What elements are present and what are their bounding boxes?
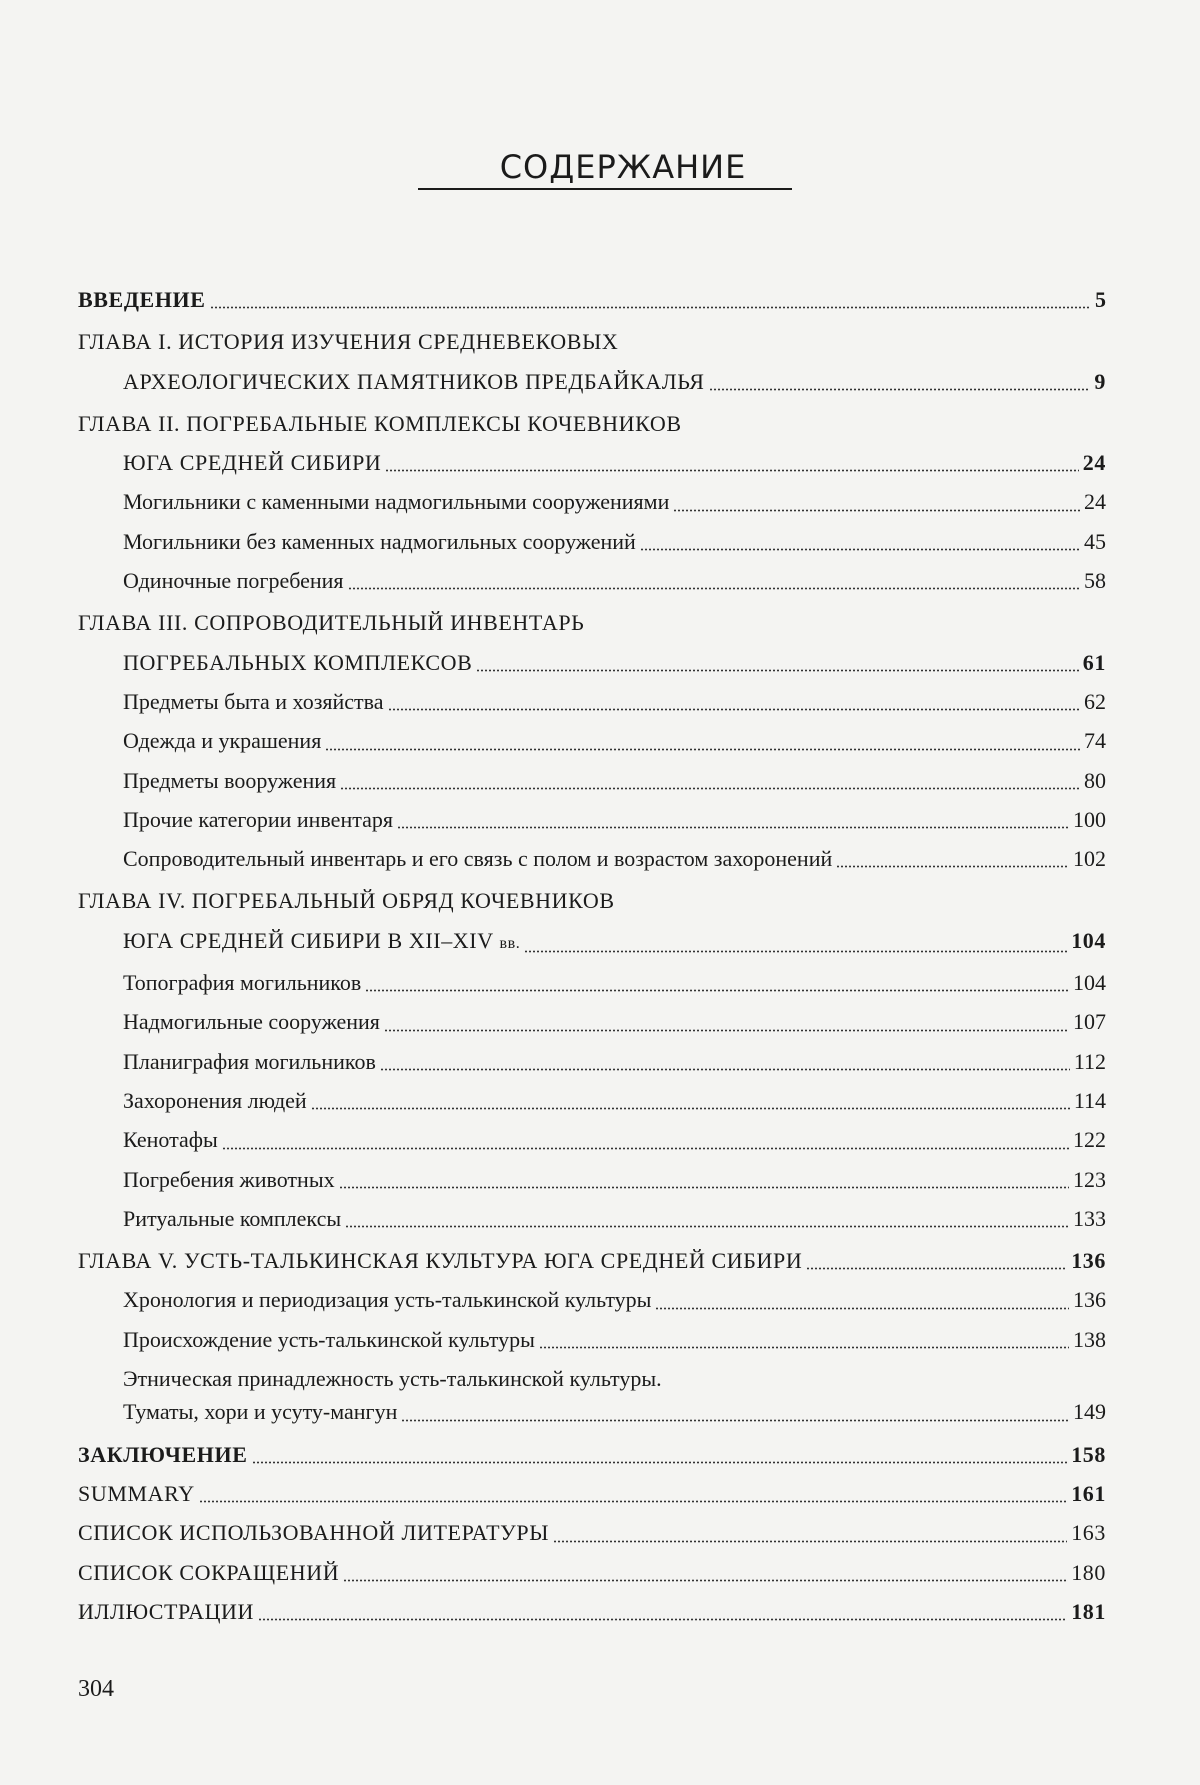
toc-entry-label: Погребения животных	[123, 1166, 335, 1192]
toc-chapter-5[interactable]	[78, 1241, 1106, 1280]
page-title: СОДЕРЖАНИЕ	[418, 148, 793, 190]
toc-entry-label: Туматы, хори и усуту-мангун	[123, 1399, 398, 1425]
toc-entry-page: 122	[1073, 1127, 1106, 1153]
dot-leader	[345, 1225, 1069, 1228]
toc-entry-page: 58	[1084, 568, 1106, 594]
toc-entry-label: Надмогильные сооружения	[123, 1009, 380, 1035]
dot-leader	[222, 1147, 1069, 1150]
toc-chapter-3-line1[interactable]	[78, 603, 1106, 642]
dot-leader	[365, 989, 1069, 992]
dot-leader	[401, 1419, 1069, 1422]
dot-leader	[673, 509, 1080, 512]
toc-entry-label: Прочие категории инвентаря	[123, 806, 393, 832]
dot-leader	[348, 587, 1080, 590]
dot-leader	[340, 787, 1080, 790]
toc-entry-label: Ритуальные комплексы	[123, 1205, 342, 1231]
toc-entry-label: ВВЕДЕНИЕ	[78, 287, 206, 312]
toc-entry-bibliography[interactable]	[78, 1513, 1106, 1552]
dot-leader	[397, 826, 1069, 829]
dot-leader	[553, 1540, 1067, 1543]
toc-entry-page: 5	[1095, 287, 1106, 312]
dot-leader	[380, 1068, 1070, 1071]
toc-entry-page: 107	[1073, 1009, 1106, 1035]
dot-leader	[806, 1267, 1067, 1270]
toc-entry-page: 24	[1082, 450, 1106, 476]
toc-subsection[interactable]	[78, 1120, 1106, 1159]
toc-entry-label: Предметы вооружения	[123, 767, 337, 793]
toc-subsection[interactable]	[78, 800, 1106, 839]
toc-entry-summary[interactable]	[78, 1474, 1106, 1513]
dot-leader	[388, 708, 1080, 711]
toc-entry-label: Могильники без каменных надмогильных сооружений	[123, 528, 636, 554]
toc-subsection[interactable]	[78, 721, 1106, 760]
toc-entry-label: Хронология и периодизация усть-талькинской культуры	[123, 1287, 652, 1313]
toc-entry-page: 158	[1071, 1441, 1106, 1467]
toc-entry-label: АРХЕОЛОГИЧЕСКИХ ПАМЯТНИКОВ ПРЕДБАЙКАЛЬЯ	[123, 368, 705, 394]
toc-entry-label: ЗАКЛЮЧЕНИЕ	[78, 1441, 248, 1467]
toc-entry-label: Планиграфия могильников	[123, 1048, 376, 1074]
toc-entry-label: Кенотафы	[123, 1127, 218, 1153]
toc-subsection[interactable]	[78, 522, 1106, 561]
toc-entry-label: Одиночные погребения	[123, 568, 344, 594]
toc-subsection[interactable]	[78, 1002, 1106, 1041]
toc-chapter-4-line1[interactable]	[78, 881, 1106, 920]
toc-entry-label: СПИСОК ИСПОЛЬЗОВАННОЙ ЛИТЕРАТУРЫ	[78, 1520, 549, 1546]
dot-leader	[210, 306, 1091, 309]
toc-entry-label: ИЛЛЮСТРАЦИИ	[78, 1598, 255, 1624]
dot-leader	[385, 469, 1078, 472]
toc-entry-label: SUMMARY	[78, 1480, 195, 1506]
toc-entry-page: 80	[1084, 767, 1106, 793]
toc-entry-page: 112	[1073, 1048, 1106, 1074]
dot-leader	[836, 865, 1069, 868]
toc-entry-page: 62	[1084, 688, 1106, 714]
toc-subsection[interactable]	[78, 561, 1106, 600]
dot-leader	[476, 669, 1078, 672]
toc-entry-page: 180	[1071, 1559, 1106, 1585]
dot-leader	[709, 388, 1091, 391]
toc-entry-label: ГЛАВА V. УСТЬ-ТАЛЬКИНСКАЯ КУЛЬТУРА ЮГА СРЕДНЕЙ СИБИРИ	[78, 1248, 803, 1274]
toc-entry-label: Происхождение усть-талькинской культуры	[123, 1326, 535, 1352]
dot-leader	[655, 1307, 1069, 1310]
toc-entry-page: 74	[1084, 728, 1106, 754]
toc-entry-page: 9	[1094, 368, 1106, 394]
toc-entry-page: 61	[1082, 649, 1106, 675]
dot-leader	[258, 1618, 1067, 1621]
toc-entry-page: 45	[1084, 528, 1106, 554]
toc-entry-label-main: ЮГА СРЕДНЕЙ СИБИРИ В XII–XIV	[123, 927, 494, 953]
toc-entry-label: СПИСОК СОКРАЩЕНИЙ	[78, 1559, 340, 1585]
toc-subsection[interactable]	[78, 1160, 1106, 1199]
toc-entry-label: Могильники с каменными надмогильными сооружениями	[123, 489, 670, 515]
toc-entry-label: Одежда и украшения	[123, 728, 322, 754]
toc-entry-page: 123	[1073, 1166, 1106, 1192]
toc-entry-label: Захоронения людей	[123, 1087, 307, 1113]
toc-entry-label: ГЛАВА III. СОПРОВОДИТЕЛЬНЫЙ ИНВЕНТАРЬ	[78, 610, 585, 636]
dot-leader	[384, 1029, 1069, 1032]
toc-subsection[interactable]	[78, 839, 1106, 878]
table-of-contents	[78, 280, 1106, 1631]
toc-subsection[interactable]	[78, 682, 1106, 721]
toc-entry-page: 102	[1073, 846, 1106, 872]
toc-entry-label: ЮГА СРЕДНЕЙ СИБИРИ	[123, 450, 382, 476]
toc-entry-page: 104	[1071, 927, 1106, 953]
toc-subsection[interactable]	[78, 1199, 1106, 1238]
dot-leader	[199, 1500, 1068, 1503]
toc-subsection[interactable]	[78, 482, 1106, 521]
toc-entry-page: 149	[1073, 1399, 1106, 1425]
toc-entry-page: 181	[1071, 1598, 1106, 1624]
dot-leader	[539, 1346, 1069, 1349]
toc-chapter-2-line2[interactable]	[78, 443, 1106, 482]
toc-entry-label: Топография могильников	[123, 970, 362, 996]
toc-entry-page: 104	[1073, 970, 1106, 996]
toc-entry-label: ГЛАВА I. ИСТОРИЯ ИЗУЧЕНИЯ СРЕДНЕВЕКОВЫХ	[78, 329, 619, 355]
toc-subsection[interactable]	[78, 1320, 1106, 1359]
toc-entry-page: 136	[1071, 1248, 1106, 1274]
toc-entry-label: ГЛАВА IV. ПОГРЕБАЛЬНЫЙ ОБРЯД КОЧЕВНИКОВ	[78, 888, 615, 914]
toc-entry-abbreviations[interactable]	[78, 1553, 1106, 1592]
toc-entry-page: 138	[1073, 1326, 1106, 1352]
toc-entry-label: Этническая принадлежность усть-талькинской культуры.	[123, 1366, 662, 1392]
toc-subsection[interactable]	[78, 1081, 1106, 1120]
toc-entry-label: ГЛАВА II. ПОГРЕБАЛЬНЫЕ КОМПЛЕКСЫ КОЧЕВНИКОВ	[78, 410, 682, 436]
toc-entry-page: 133	[1073, 1205, 1106, 1231]
toc-entry-label: Сопроводительный инвентарь и его связь с полом и возрастом захоронений	[123, 846, 833, 872]
toc-entry-page: 136	[1073, 1287, 1106, 1313]
toc-entry-illustrations[interactable]	[78, 1592, 1106, 1631]
title-container	[0, 148, 1200, 190]
dot-leader	[524, 950, 1067, 953]
toc-subsection[interactable]	[78, 1042, 1106, 1081]
toc-chapter-2-line1[interactable]	[78, 404, 1106, 443]
toc-chapter-1-line2[interactable]	[78, 362, 1106, 401]
toc-entry-page: 163	[1071, 1520, 1106, 1546]
toc-entry-page: 24	[1084, 489, 1106, 515]
toc-entry-label-suffix: вв.	[499, 934, 521, 952]
toc-entry-introduction[interactable]	[78, 280, 1106, 319]
dot-leader	[640, 548, 1080, 551]
dot-leader	[311, 1107, 1070, 1110]
toc-chapter-3-line2[interactable]	[78, 643, 1106, 682]
toc-entry-conclusion[interactable]	[78, 1435, 1106, 1474]
toc-entry-label: Предметы быта и хозяйства	[123, 688, 384, 714]
dot-leader	[325, 748, 1080, 751]
toc-subsection[interactable]	[78, 963, 1106, 1002]
toc-entry-label: ПОГРЕБАЛЬНЫХ КОМПЛЕКСОВ	[123, 649, 473, 675]
toc-subsection[interactable]	[78, 761, 1106, 800]
toc-chapter-4-line2[interactable]	[78, 921, 1106, 963]
toc-entry-label	[123, 921, 520, 963]
dot-leader	[339, 1186, 1069, 1189]
toc-chapter-1-line1[interactable]	[78, 322, 1106, 361]
toc-entry-page: 100	[1073, 806, 1106, 832]
toc-subsection[interactable]	[78, 1280, 1106, 1319]
dot-leader	[252, 1461, 1068, 1464]
page-number: 304	[78, 1676, 114, 1702]
toc-entry-page: 161	[1071, 1480, 1106, 1506]
dot-leader	[343, 1579, 1067, 1582]
toc-entry-page: 114	[1073, 1087, 1106, 1113]
